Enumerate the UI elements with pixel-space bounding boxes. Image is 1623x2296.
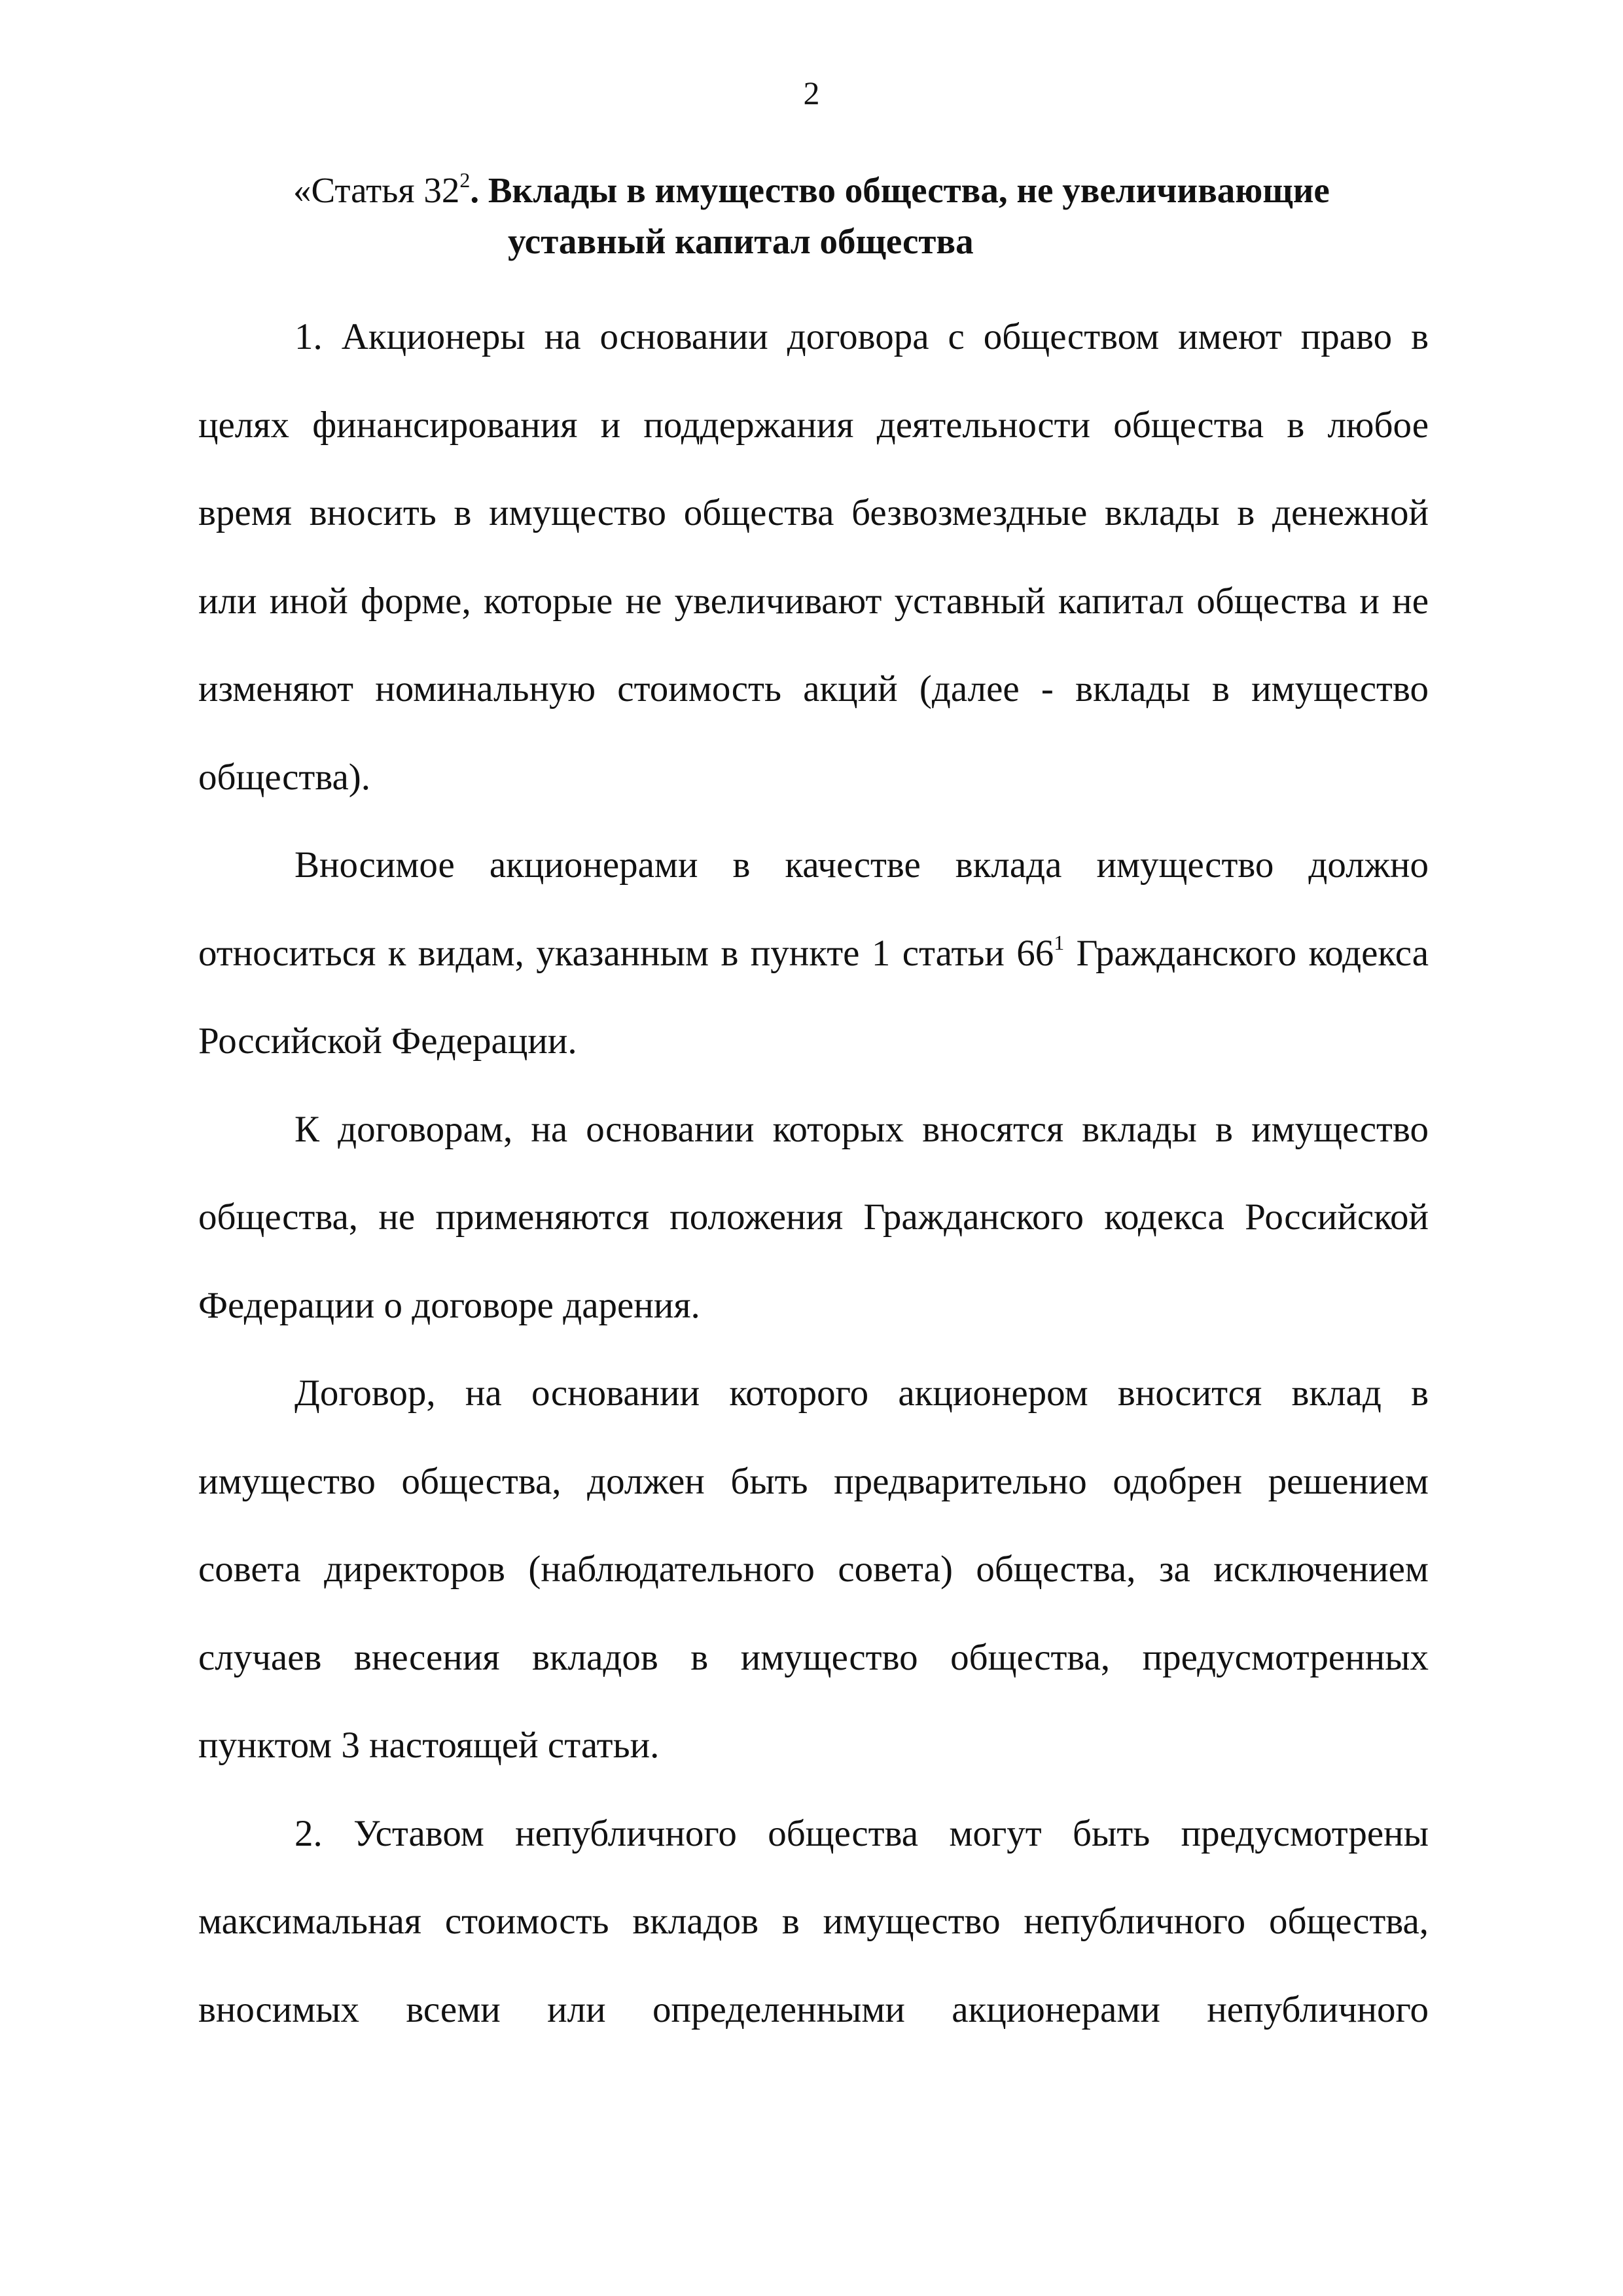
article-heading (293, 165, 1438, 267)
paragraph-1: 1. Акционеры на основании договора с обществом имеют право в целях финансирования и поддержания деятельности общества в любое время вносить в имущество общества безвозмездные вклады в денежной или иной форме, которые не увеличивают уставный капитал общества и не изменяют номинальную стоимость акций (далее - вклады в имущество общества). (198, 316, 1429, 798)
article-body (198, 293, 1429, 2054)
paragraph-2-text-before: Вносимое акционерами в качестве вклада имущество должно относиться к видам, указанным в пункте 1 статьи 66 (198, 844, 1429, 974)
article-prefix: «Статья 32 (293, 170, 460, 210)
paragraph-3: К договорам, на основании которых вносятся вклады в имущество общества, не применяются положения Гражданского кодекса Российской Федерации о договоре дарения. (198, 1108, 1429, 1326)
article-title-line-1: . Вклады в имущество общества, не увеличивающие (470, 170, 1330, 210)
paragraph-4: Договор, на основании которого акционером вносится вклад в имущество общества, должен быть предварительно одобрен решением совета директоров (наблюдательного совета) общества, за исключением случаев внесения вкладов в имущество общества, предусмотренных пунктом 3 настоящей статьи. (198, 1372, 1429, 1766)
article-reference-superscript: 1 (1054, 930, 1065, 954)
paragraph-2-text-after: Гражданского кодекса Российской Федерации. (198, 932, 1429, 1062)
article-number-superscript: 2 (459, 168, 471, 192)
paragraph-5: 2. Уставом непубличного общества могут быть предусмотрены максимальная стоимость вкладов в имущество непубличного общества, вносимых всеми или определенными акционерами непубличного (198, 1812, 1429, 2030)
article-title-line-2: уставный капитал общества (508, 221, 974, 261)
paragraph-2 (198, 821, 1429, 1086)
page-number: 2 (803, 75, 820, 111)
